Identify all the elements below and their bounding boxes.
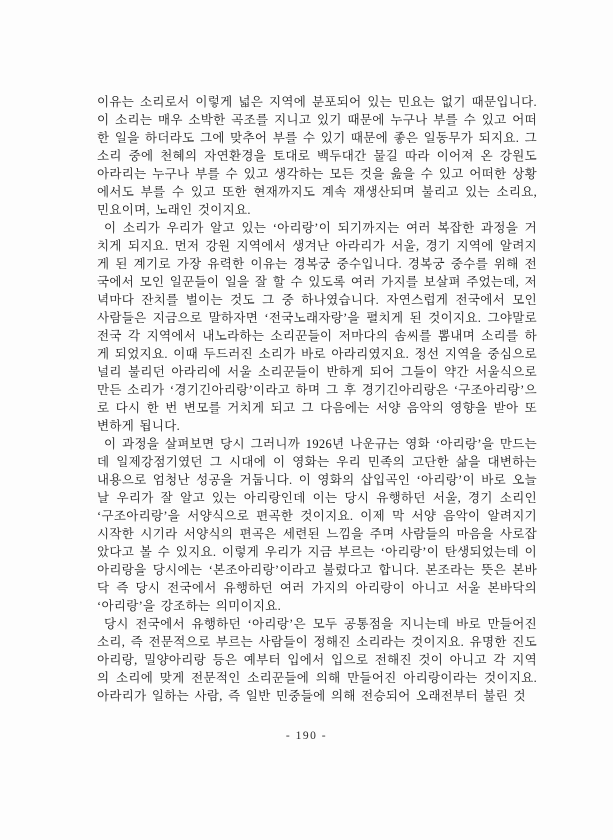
body-text: [97, 93, 537, 705]
paragraph: 이 과정을 살펴보면 당시 그러니까 1926년 나운규는 영화 ‘아리랑’을 만드는데 일제강점기였던 그 시대에 이 영화는 우리 민족의 고단한 삶을 대변하는 내용으로 엄청난 성공을 거둡니다. 이 영화의 삽입곡인 ‘아리랑’이 바로 오늘날 우리가 잘 알고 있는 아리랑인데 이는 당시 유행하던 서울, 경기 소리인 ‘구조아리랑’을 서양식으로 편곡한 것이지요. 이제 막 서양 음악이 알려지기 시작한 시기라 서양식의 편곡은 세련된 느낌을 주며 사람들의 마음을 사로잡았다고 볼 수 있지요. 이렇게 우리가 지금 부르는 ‘아리랑’이 탄생되었는데 이 아리랑을 당시에는 ‘본조아리랑’이라고 불렀다고 합니다. 본조라는 뜻은 본바닥 즉 당시 전국에서 유행하던 여러 가지의 아리랑이 아니고 서울 본바닥의 ‘아리랑’을 강조하는 의미이지요.: [97, 437, 537, 613]
paragraph: 이 소리가 우리가 알고 있는 ‘아리랑’이 되기까지는 여러 복잡한 과정을 거치게 되지요. 먼저 강원 지역에서 생겨난 아라리가 서울, 경기 지역에 알려지게 된 계기로 가장 유력한 이유는 경복궁 중수입니다. 경복궁 중수를 위해 전국에서 모인 일꾼들이 일을 잘 할 수 있도록 여러 가지를 보살펴 주었는데, 저녁마다 잔치를 벌이는 것도 그 중 하나였습니다. 자연스럽게 전국에서 모인 사람들은 지금으로 말하자면 ‘전국노래자랑’을 펼치게 된 것이지요. 그야말로 전국 각 지역에서 내노라하는 소리꾼들이 저마다의 솜씨를 뽐내며 소리를 하게 되었지요. 이때 두드러진 소리가 바로 아라리였지요. 정선 지역을 중심으로 널리 불리던 아라리에 서울 소리꾼들이 반하게 되어 그들이 약간 서울식으로 만든 소리가 ‘경기긴아리랑’이라고 하며 그 후 경기긴아리랑은 ‘구조아리랑’으로 다시 한 번 변모를 거치게 되고 그 다음에는 서양 음악의 영향을 받아 또 변하게 됩니다.: [97, 221, 537, 433]
paragraph: 당시 전국에서 유행하던 ‘아리랑’은 모두 공통점을 지니는데 바로 만들어진 소리, 즉 전문적으로 부르는 사람들이 정해진 소리라는 것이지요. 유명한 진도아리랑, 밀양아리랑 등은 예부터 입에서 입으로 전해진 것이 아니고 각 지역의 소리에 맞게 전문적인 소리꾼들에 의해 만들어진 아리랑이라는 것이지요. 아라리가 일하는 사람, 즉 일반 민중들에 의해 전승되어 오래전부터 불린 것: [97, 617, 537, 703]
paragraph: 이유는 소리로서 이렇게 넓은 지역에 분포되어 있는 민요는 없기 때문입니다. 이 소리는 매우 소박한 곡조를 지니고 있기 때문에 누구나 부를 수 있고 어떠한 일을 하더라도 그에 맞추어 부를 수 있기 때문에 좋은 일동무가 되지요. 그 소리 중에 천혜의 자연환경을 토대로 백두대간 물길 따라 이어져 온 강원도 아라리는 누구나 부를 수 있고 생각하는 모든 것을 읊을 수 있고 어떠한 상황에서도 부를 수 있고 또한 현재까지도 계속 재생산되며 불리고 있는 소리요, 민요이며, 노래인 것이지요.: [97, 95, 537, 217]
page-number: - 190 -: [285, 730, 328, 742]
